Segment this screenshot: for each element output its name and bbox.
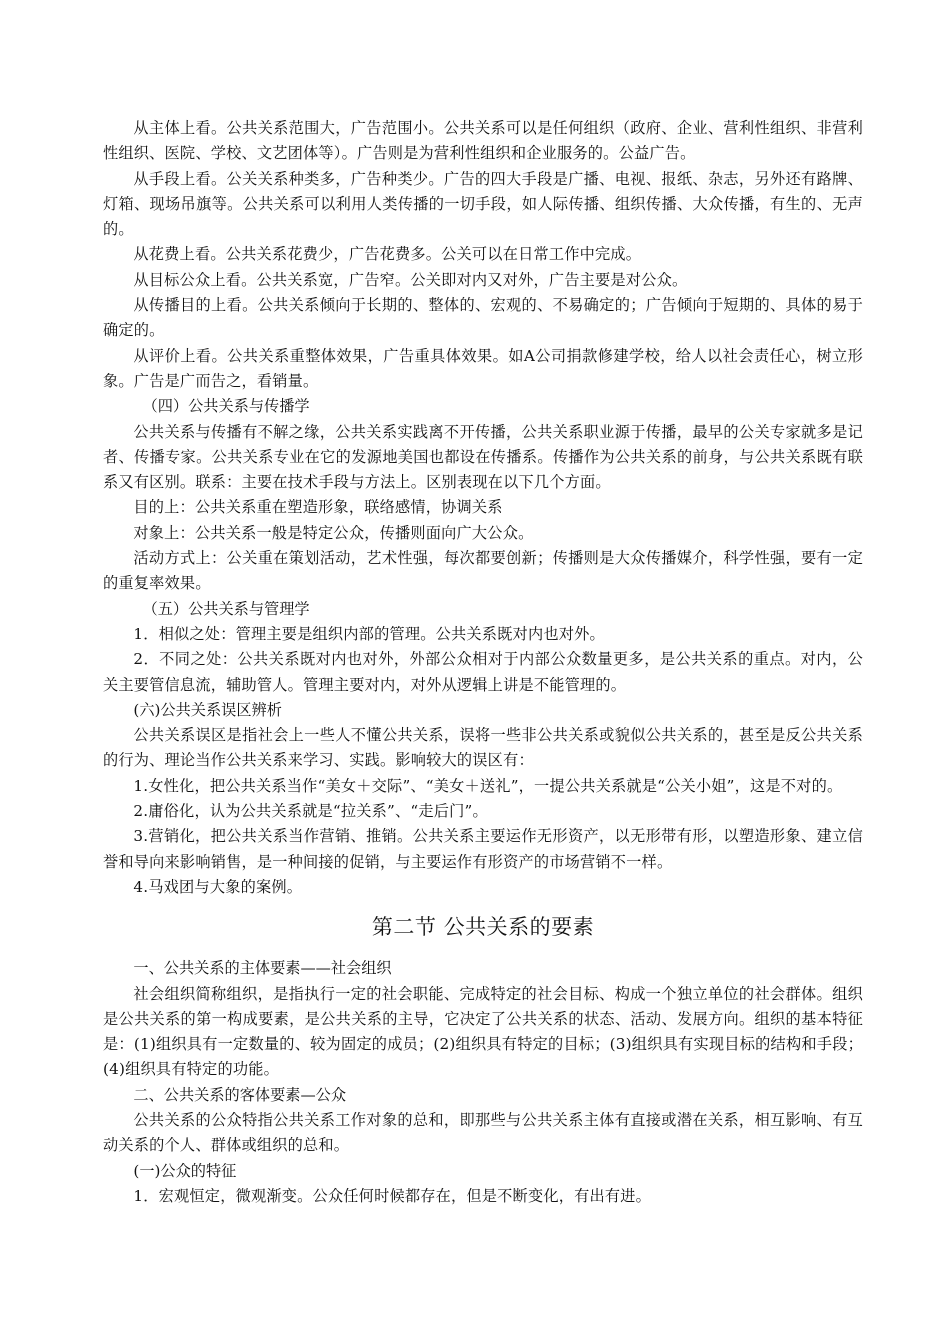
paragraph-target-public: 从目标公众上看。公共关系宽，广告窄。公关即对内又对外，广告主要是对公众。 [133,270,688,289]
heading-section-6: (六)公共关系误区辨析 [133,700,282,719]
paragraph-means: 从手段上看。公关关系种类多，广告种类少。广告的四大手段是广播、电视、报纸、杂志，另外还有路牌、灯箱、现场吊旗等。公共关系可以利用人类传播的一切手段，如人际传播、组织传播、大众传播，有生的、无声的。 [103,169,863,239]
heading-section-5: （五）公共关系与管理学 [142,599,310,618]
section-title: 第二节 公共关系的要素 [371,915,595,940]
paragraph-social-organization: 社会组织简称组织，是指执行一定的社会职能、完成特定的社会目标、构成一个独立单位的社会群体。组织是公共关系的第一构成要素，是公共关系的主导，它决定了公共关系的状态、活动、发展方向。组织的基本特征是：(1)组织具有一定数量的、较为固定的成员；(2)组织具有特定的目标；(3)组织具有实现目标的结构和手段；(4)组织具有特定的功能。 [103,984,863,1079]
paragraph-misconception: 公共关系误区是指社会上一些人不懂公共关系，误将一些非公共关系或貌似公共关系的，甚至是反公共关系的行为、理论当作公共关系来学习、实践。影响较大的误区有： [103,726,863,770]
paragraph-communication: 公共关系与传播有不解之缘，公共关系实践离不开传播，公共关系职业源于传播，最早的公关专家就多是记者、传播专家。公共关系专业在它的发源地美国也都设在传播系。传播作为公共关系的前身，与公共关系既有联系又有区别。联系：主要在技术手段与方法上。区别表现在以下几个方面。 [103,422,863,492]
heading-part-2: 二、公共关系的客体要素—公众 [133,1085,347,1104]
list-item-marketing: 3.营销化，把公共关系当作营销、推销。公共关系主要运作无形资产，以无形带有形，以塑造形象、建立信誉和导向来影响销售，是一种间接的促销，与主要运作有形资产的市场营销不一样。 [103,827,863,871]
list-item-feminization: 1.女性化，把公共关系当作“美女＋交际”、“美女＋送礼”，一提公共关系就是“公关小姐”，这是不对的。 [133,776,843,795]
paragraph-activity-style: 活动方式上：公关重在策划活动，艺术性强，每次都要创新；传播则是大众传播媒介，科学性强，要有一定的重复率效果。 [103,549,863,593]
paragraph-public: 公共关系的公众特指公共关系工作对象的总和，即那些与公共关系主体有直接或潜在关系，相互影响、有互动关系的个人、群体或组织的总和。 [103,1110,863,1155]
list-item-vulgarization: 2.庸俗化，认为公共关系就是“拉关系”、“走后门”。 [133,802,488,821]
heading-section-4: （四）公共关系与传播学 [142,397,310,416]
list-item-circus-case: 4.马戏团与大象的案例。 [133,877,303,896]
paragraph-subject: 从主体上看。公共关系范围大，广告范围小。公共关系可以是任何组织（政府、企业、营利性组织、非营利性组织、医院、学校、文艺团体等）。广告则是为营利性组织和企业服务的。公益广告。 [103,119,863,163]
paragraph-similarity: 1．相似之处：管理主要是组织内部的管理。公共关系既对内也对外。 [133,624,605,643]
paragraph-evaluation: 从评价上看。公共关系重整体效果，广告重具体效果。如A公司捐款修建学校，给人以社会责任心，树立形象。广告是广而告之，看销量。 [103,346,863,390]
paragraph-cost: 从花费上看。公共关系花费少，广告花费多。公关可以在日常工作中完成。 [133,245,642,264]
paragraph-difference: 2．不同之处：公共关系既对内也对外，外部公众相对于内部公众数量更多，是公共关系的重点。对内，公关主要管信息流，辅助管人。管理主要对内，对外从逻辑上讲是不能管理的。 [103,650,863,694]
paragraph-goal: 目的上：公共关系重在塑造形象，联络感情，协调关系 [133,498,503,517]
paragraph-purpose: 从传播目的上看。公共关系倾向于长期的、整体的、宏观的、不易确定的；广告倾向于短期的、具体的易于确定的。 [103,296,863,340]
paragraph-object: 对象上：公共关系一般是特定公众，传播则面向广大公众。 [133,523,534,542]
heading-public-features: (一)公众的特征 [133,1161,237,1180]
document-page [103,116,863,1209]
list-item-macro-stable: 1．宏观恒定，微观渐变。公众任何时候都存在，但是不断变化，有出有进。 [133,1186,652,1205]
heading-part-1: 一、公共关系的主体要素——社会组织 [133,959,392,978]
